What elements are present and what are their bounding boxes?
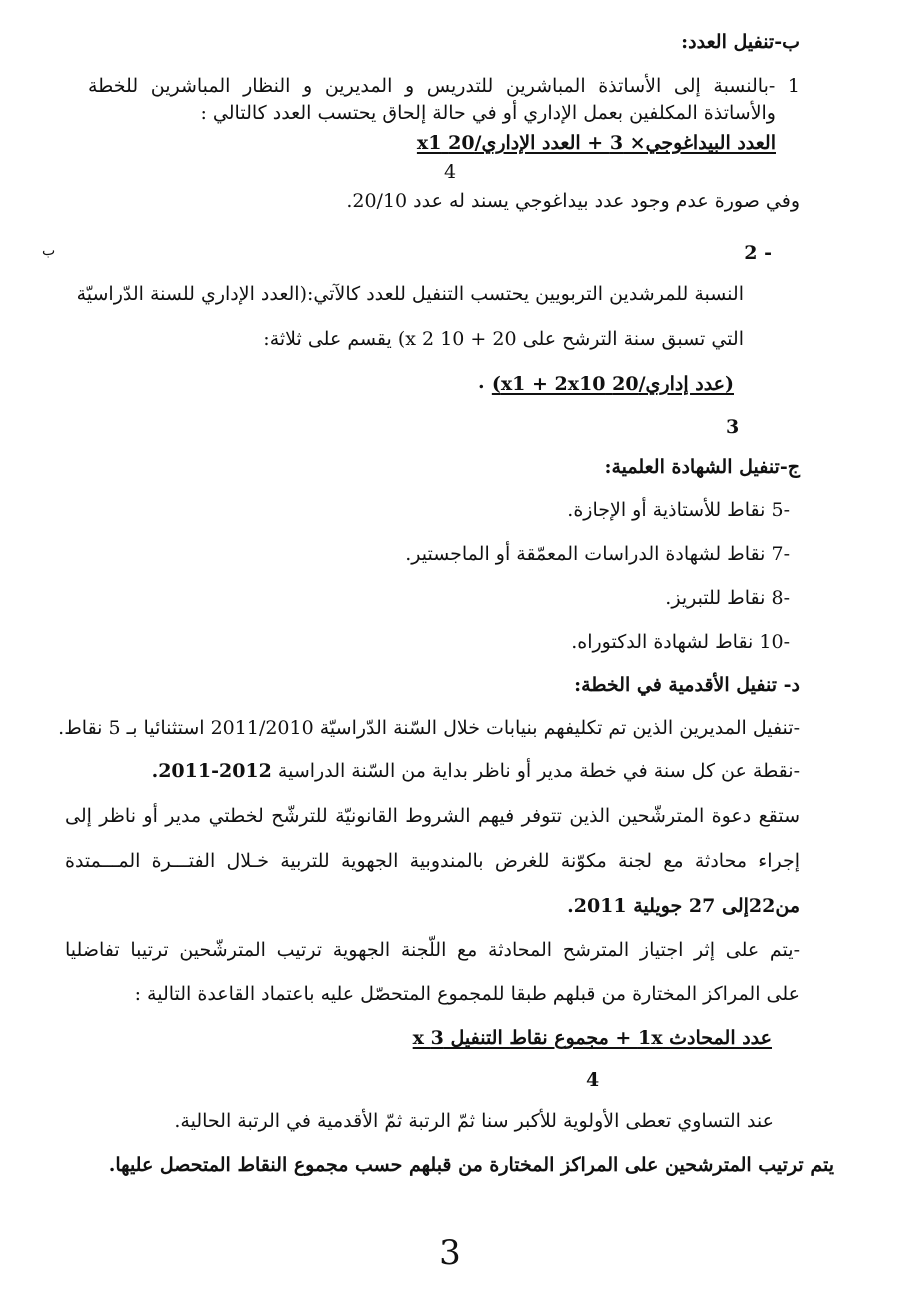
page-number: 3 bbox=[439, 1233, 461, 1273]
ranking-line1: -يتم على إثر اجتياز المترشح المحادثة مع اللّجنة الجهوية ترتيب المترشّحين ترتيبا تفاضليا bbox=[65, 939, 800, 961]
formula3-numerator: عدد المحادث 1x + مجموع نقاط التنفيل 3 x bbox=[412, 1027, 772, 1049]
formula3-denominator: 4 bbox=[586, 1069, 600, 1091]
item2-stray-mark: ب bbox=[42, 243, 56, 259]
certificate-item-4: -10 نقاط لشهادة الدكتوراه. bbox=[571, 631, 790, 653]
formula2-denominator: 3 bbox=[726, 416, 740, 438]
formula1-denominator: 4 bbox=[444, 161, 457, 183]
section-b-heading: ب-تنفيل العدد: bbox=[681, 31, 800, 53]
seniority-line2-text: -نقطة عن كل سنة في خطة مدير أو ناظر بداية من السّنة الدراسية bbox=[277, 760, 800, 782]
certificate-item-1: -5 نقاط للأستاذية أو الإجازة. bbox=[567, 499, 790, 521]
certificate-item-3: -8 نقاط للتبريز. bbox=[665, 587, 790, 609]
formula2-dot: . bbox=[478, 371, 485, 393]
item1-note: وفي صورة عدم وجود عدد بيداغوجي يسند له عدد 20/10. bbox=[346, 190, 800, 212]
tie-rule: عند التساوي تعطى الأولوية للأكبر سنا ثمّ الرتبة ثمّ الأقدمية في الرتبة الحالية. bbox=[174, 1110, 774, 1132]
formula1-numerator: العدد البيداغوجي× 3 + العدد الإداري/20 x1 bbox=[416, 132, 776, 154]
item1-line2: والأساتذة المكلفين بعمل الإداري أو في حالة إلحاق يحتسب العدد كالتالي : bbox=[200, 102, 776, 124]
item1-line1: 1 -بالنسبة إلى الأساتذة المباشرين للتدريس و المديرين و النظار المباشرين للخطة bbox=[88, 75, 800, 97]
section-d-heading: د- تنفيل الأقدمية في الخطة: bbox=[574, 674, 800, 696]
interview-line1: ستقع دعوة المترشّحين الذين تتوفر فيهم الشروط القانونيّة للترشّح لخطتي مدير أو ناظر إلى bbox=[65, 805, 800, 827]
seniority-line2-year: 2012-2011. bbox=[151, 760, 272, 782]
item2-line2: التي تسبق سنة الترشح على 20 + 10 x 2) يقسم على ثلاثة: bbox=[263, 328, 744, 350]
interview-dates: من22إلى 27 جويلية 2011. bbox=[567, 895, 800, 917]
final-rule: يتم ترتيب المترشحين على المراكز المختارة من قبلهم حسب مجموع النقاط المتحصل عليها. bbox=[108, 1154, 834, 1176]
seniority-line1: -تنفيل المديرين الذين تم تكليفهم بنيابات خلال السّنة الدّراسيّة 2011/2010 استثنائيا بـ 5 نقاط. bbox=[58, 717, 800, 739]
seniority-line2 bbox=[152, 759, 800, 783]
formula2-numerator: (عدد إداري/20 x1 + 2x10) bbox=[491, 373, 734, 395]
certificate-item-2: -7 نقاط لشهادة الدراسات المعمّقة أو الماجستير. bbox=[405, 543, 790, 565]
item2-marker: - 2 bbox=[744, 242, 772, 264]
ranking-line2: على المراكز المختارة من قبلهم طبقا للمجموع المتحصّل عليه باعتماد القاعدة التالية : bbox=[134, 983, 800, 1005]
section-c-heading: ج-تنفيل الشهادة العلمية: bbox=[604, 456, 800, 478]
item2-line1: النسبة للمرشدين التربويين يحتسب التنفيل للعدد كالآتي:(العدد الإداري للسنة الدّراسيّة bbox=[76, 283, 744, 305]
interview-line2: إجراء محادثة مع لجنة مكوّنة للغرض بالمندوبية الجهوية للتربية خـلال الفتـــرة المـــمتدة bbox=[65, 850, 800, 872]
